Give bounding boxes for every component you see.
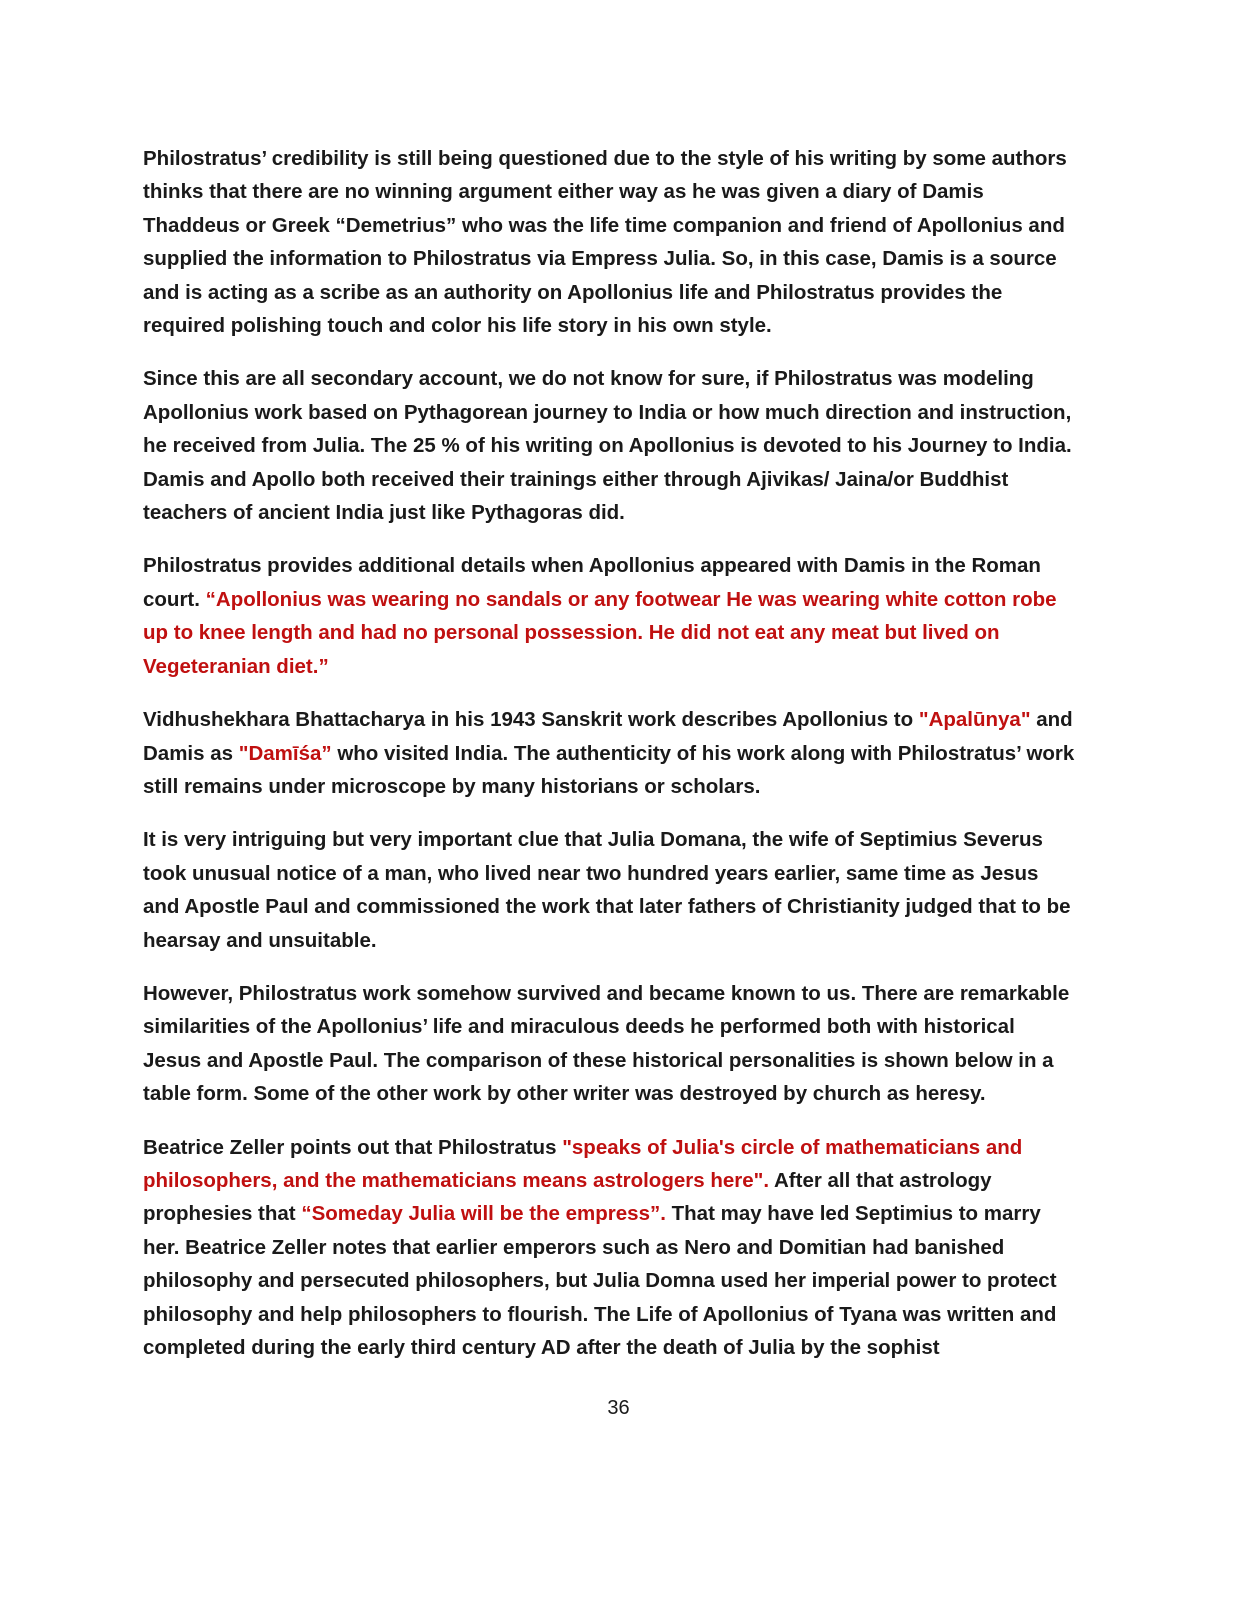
paragraph-5: [143, 823, 1078, 957]
highlighted-quote: "speaks of Julia's circle of mathematicians and philosophers, and the mathematicians means astrologers here".: [143, 1135, 1023, 1192]
paragraph-2: [143, 362, 1078, 529]
paragraph-4: [143, 703, 1078, 803]
page-number: 36: [607, 1397, 630, 1419]
paragraph-3: [143, 549, 1078, 683]
paragraph-text: That may have led Septimius to marry her. Beatrice Zeller notes that earlier emperors such as Nero and Domitian had banished philosophy and persecuted philosophers, but Julia Domna used her imperial power to protect philosophy and help philosophers to flourish. The Life of Apollonius of Tyana was written and completed during the early third century AD after the death of Julia by the sophist: [143, 1202, 1057, 1359]
paragraph-text: Philostratus’ credibility is still being questioned due to the style of his writing by some authors thinks that there are no winning argument either way as he was given a diary of Damis Thaddeus or Greek “Demetrius” who was the life time companion and friend of Apollonius and supplied the information to Philostratus via Empress Julia. So, in this case, Damis is a source and is acting as a scribe as an authority on Apollonius life and Philostratus provides the required polishing touch and color his life story in his own style.: [143, 147, 1067, 338]
paragraph-text: It is very intriguing but very important clue that Julia Domana, the wife of Septimius Severus took unusual notice of a man, who lived near two hundred years earlier, same time as Jesus and Apostle Paul and commissioned the work that later fathers of Christianity judged that to be hearsay and unsuitable.: [143, 828, 1071, 952]
paragraph-text: Vidhushekhara Bhattacharya in his 1943 Sanskrit work describes Apollonius to: [143, 708, 919, 732]
highlighted-quote: “Someday Julia will be the empress”.: [301, 1202, 666, 1226]
document-body: [143, 142, 1078, 1384]
highlighted-term: "Damīśa”: [238, 741, 332, 765]
paragraph-text: However, Philostratus work somehow survived and became known to us. There are remarkable similarities of the Apollonius’ life and miraculous deeds he performed both with historical Jesus and Apostle Paul. The comparison of these historical personalities is shown below in a table form. Some of the other work by other writer was destroyed by church as heresy.: [143, 981, 1070, 1106]
paragraph-1: [143, 142, 1078, 342]
paragraph-text: and Damis as: [143, 708, 1073, 765]
paragraph-6: [143, 977, 1078, 1111]
paragraph-7: [143, 1131, 1078, 1365]
paragraph-text: Since this are all secondary account, we do not know for sure, if Philostratus was modeling Apollonius work based on Pythagorean journey to India or how much direction and instruction, he received from Julia. The 25 % of his writing on Apollonius is devoted to his Journey to India. Damis and Apollo both received their trainings either through Ajivikas/ Jaina/or Buddhist teachers of ancient India just like Pythagoras did.: [143, 367, 1072, 525]
highlighted-term: "Apalūnya": [918, 708, 1031, 732]
paragraph-text: After all that astrology prophesies that: [143, 1168, 992, 1226]
paragraph-text: who visited India. The authenticity of his work along with Philostratus’ work still remains under microscope by many historians or scholars.: [143, 741, 1075, 798]
paragraph-text: Beatrice Zeller points out that Philostratus: [143, 1135, 563, 1159]
paragraph-text: Philostratus provides additional details when Apollonius appeared with Damis in the Roman court.: [143, 554, 1041, 611]
highlighted-quote: “Apollonius was wearing no sandals or any footwear He was wearing white cotton robe up to knee length and had no personal possession. He did not eat any meat but lived on Vegeteranian diet.”: [143, 587, 1057, 678]
